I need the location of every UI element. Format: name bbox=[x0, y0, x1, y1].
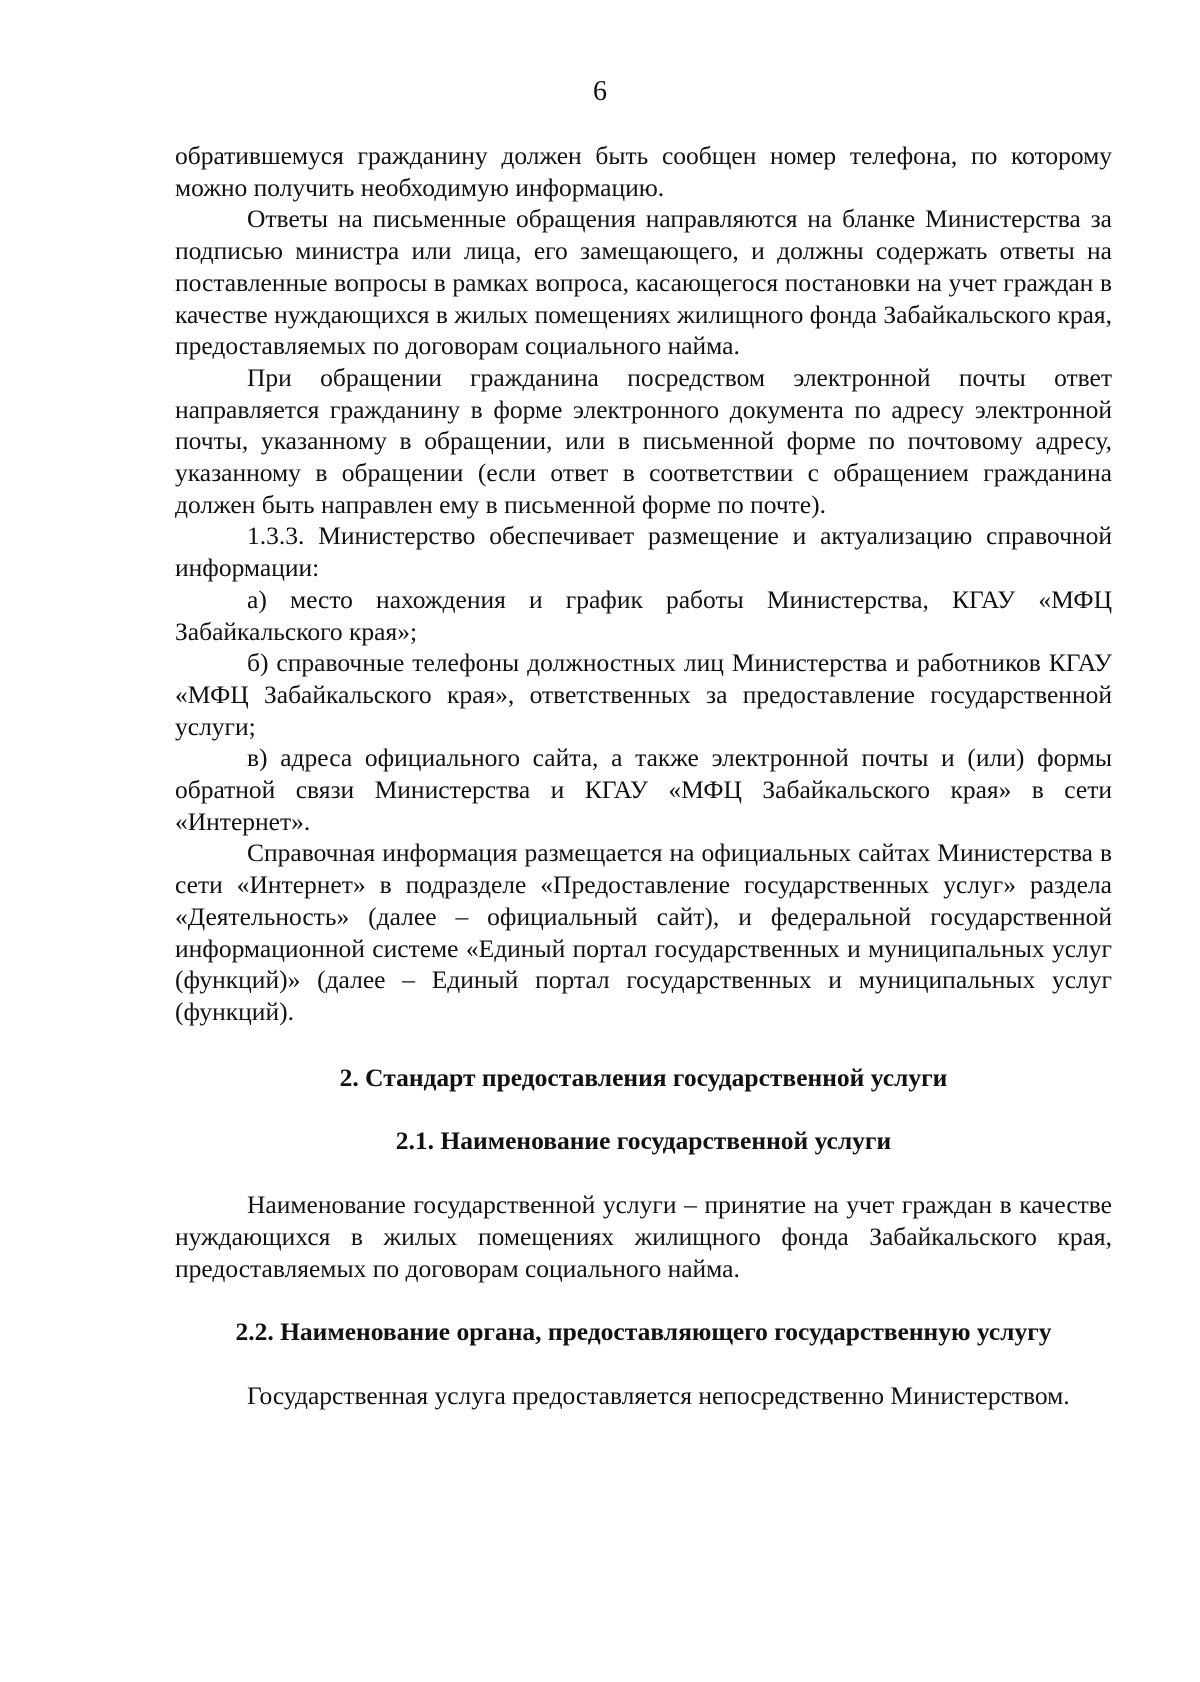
section-2-heading: 2. Стандарт предоставления государственной услуги bbox=[339, 1062, 948, 1092]
paragraph-phone-info: обратившемуся гражданину должен быть сообщен номер телефона, по которому можно получить необходимую информацию. bbox=[175, 141, 1112, 202]
paragraph-item-b: б) справочные телефоны должностных лиц Министерства и работников КГАУ «МФЦ Забайкальского края», ответственных за предоставление государственной услуги; bbox=[175, 648, 1112, 741]
spacer bbox=[175, 1028, 1112, 1062]
paragraph-reference-info-intro: 1.3.3. Министерство обеспечивает размещение и актуализацию справочной информации: bbox=[175, 521, 1112, 583]
spacer bbox=[175, 1093, 1112, 1125]
spacer bbox=[175, 1157, 1112, 1189]
page-number: 6 bbox=[593, 76, 607, 107]
paragraph-item-a: а) место нахождения и график работы Министерства, КГАУ «МФЦ Забайкальского края»; bbox=[175, 584, 1112, 646]
document-body bbox=[175, 140, 1112, 1412]
section-2-2-text: Государственная услуга предоставляется непосредственно Министерством. bbox=[247, 1380, 1070, 1410]
paragraph-item-v: в) адреса официального сайта, а также электронной почты и (или) формы обратной связи Министерства и КГАУ «МФЦ Забайкальского края» в сети «Интернет». bbox=[175, 743, 1112, 836]
spacer bbox=[175, 1284, 1112, 1316]
section-2-1-text: Наименование государственной услуги – принятие на учет граждан в качестве нуждающихся в жилых помещениях жилищного фонда Забайкальского края, предоставляемых по договорам социального найма. bbox=[175, 1190, 1112, 1283]
section-2-2-heading: 2.2. Наименование органа, предоставляющего государственную услугу bbox=[235, 1317, 1052, 1347]
paragraph-written-replies: Ответы на письменные обращения направляются на бланке Министерства за подписью министра или лица, его замещающего, и должны содержать ответы на поставленные вопросы в рамках вопроса, касающегося постановки на учет граждан в качестве нуждающихся в жилых помещениях жилищного фонда Забайкальского края, предоставляемых по договорам социального найма. bbox=[175, 204, 1112, 361]
paragraph-reference-info-placement: Справочная информация размещается на официальных сайтах Министерства в сети «Интернет» в подразделе «Предоставление государственных услуг» раздела «Деятельность» (далее – официальный сайт), и федеральной государственной информационной системе «Единый портал государственных и муниципальных услуг (функций)» (далее – Единый портал государственных и муниципальных услуг (функций). bbox=[175, 838, 1112, 1026]
paragraph-email-replies: При обращении гражданина посредством электронной почты ответ направляется гражданину в форме электронного документа по адресу электронной почты, указанному в обращении, или в письменной форме по почтовому адресу, указанному в обращении (если ответ в соответствии с обращением гражданина должен быть направлен ему в письменной форме по почте). bbox=[175, 362, 1112, 519]
spacer bbox=[175, 1348, 1112, 1380]
section-2-1-heading: 2.1. Наименование государственной услуги bbox=[395, 1126, 892, 1156]
